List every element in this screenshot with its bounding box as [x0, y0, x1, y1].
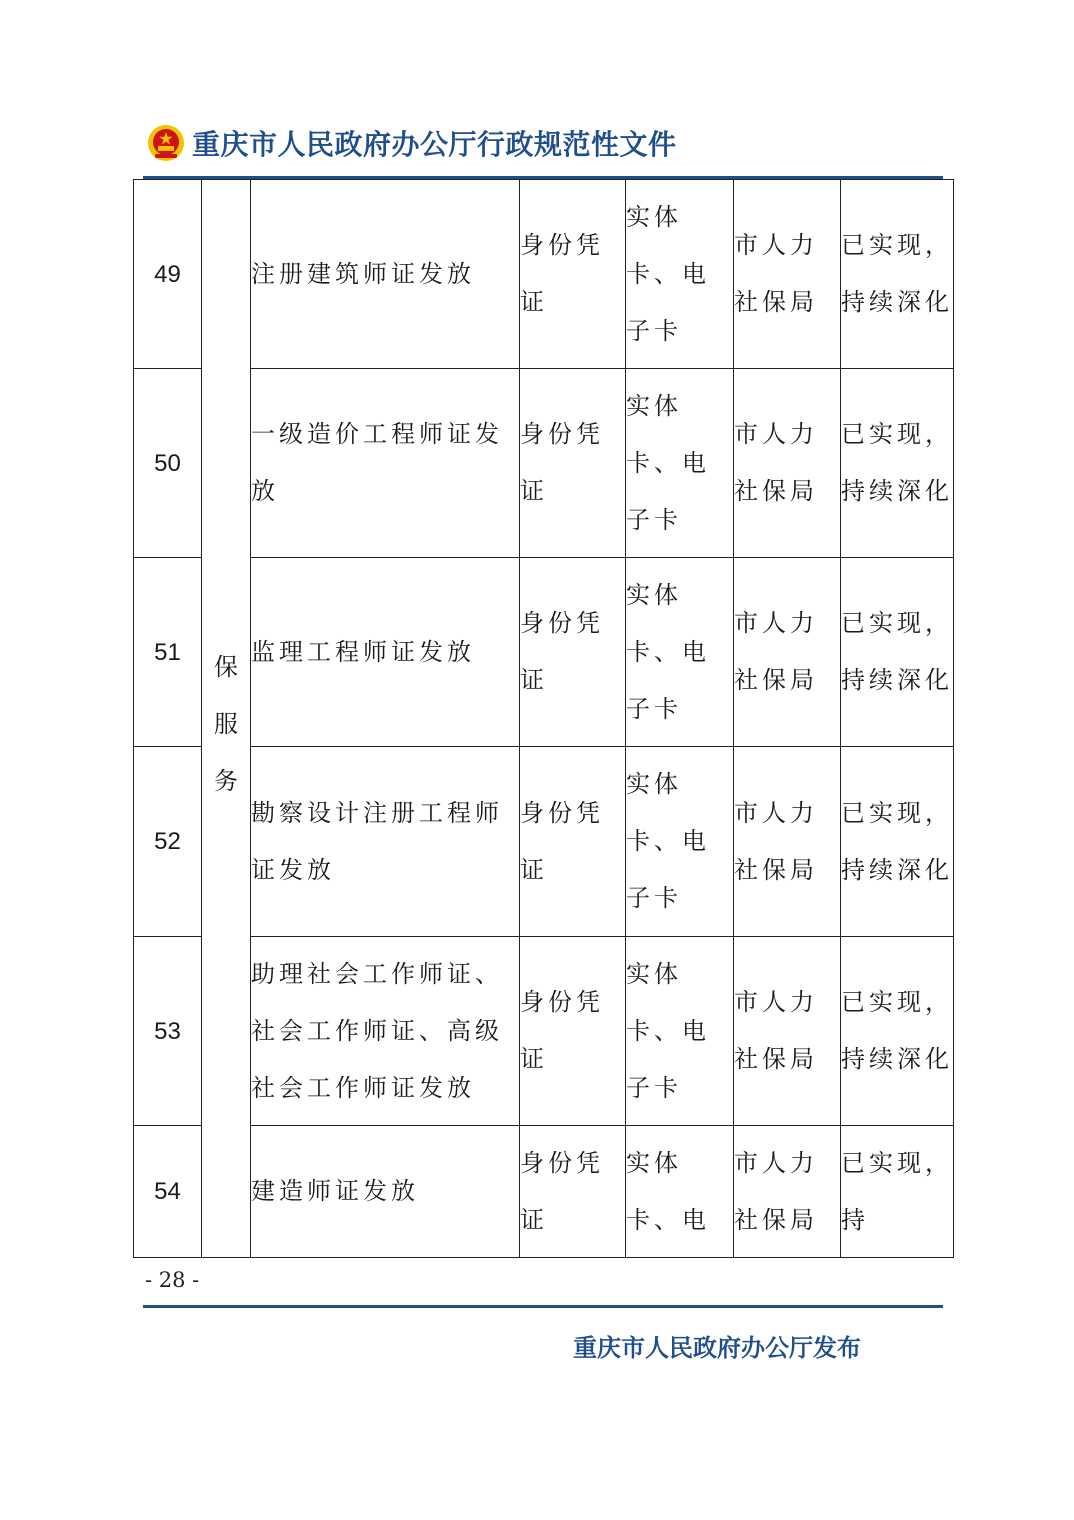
voucher: 身份凭证: [520, 558, 626, 747]
document-header: [146, 121, 677, 165]
national-emblem-icon: [146, 123, 186, 163]
department: 市人力社保局: [734, 180, 841, 369]
table-row: [134, 747, 954, 937]
department: 市人力社保局: [734, 937, 841, 1126]
department: 市人力社保局: [734, 558, 841, 747]
table-row: [134, 558, 954, 747]
table-row: [134, 180, 954, 369]
status: 已实现，持续深化: [841, 369, 954, 558]
status: 已实现，持续深化: [841, 747, 954, 937]
card-type: 实体卡、电子卡: [626, 180, 734, 369]
voucher: 身份凭证: [520, 747, 626, 937]
row-number: 52: [134, 747, 202, 937]
status: 已实现，持续深化: [841, 558, 954, 747]
category-cell: [202, 180, 251, 1258]
row-number: 51: [134, 558, 202, 747]
status: 已实现，持: [841, 1126, 954, 1258]
table-row: [134, 369, 954, 558]
row-number: 49: [134, 180, 202, 369]
page-number: - 28 -: [145, 1268, 200, 1292]
item-name: 勘察设计注册工程师证发放: [251, 747, 520, 937]
card-type: 实体卡、电子卡: [626, 369, 734, 558]
card-type: 实体卡、电: [626, 1126, 734, 1258]
status: 已实现，持续深化: [841, 180, 954, 369]
row-number: 50: [134, 369, 202, 558]
card-type: 实体卡、电子卡: [626, 937, 734, 1126]
voucher: 身份凭证: [520, 180, 626, 369]
department: 市人力社保局: [734, 369, 841, 558]
item-name: 建造师证发放: [251, 1126, 520, 1258]
publisher-label: 重庆市人民政府办公厅发布: [573, 1333, 861, 1362]
department: 市人力社保局: [734, 747, 841, 937]
header-title: 重庆市人民政府办公厅行政规范性文件: [192, 128, 677, 161]
card-type: 实体卡、电子卡: [626, 558, 734, 747]
row-number: 53: [134, 937, 202, 1126]
service-table: [133, 179, 954, 1258]
item-name: 监理工程师证发放: [251, 558, 520, 747]
voucher: 身份凭证: [520, 369, 626, 558]
voucher: 身份凭证: [520, 1126, 626, 1258]
category-label: 保服务: [214, 653, 238, 795]
table-row: [134, 937, 954, 1126]
item-name: 一级造价工程师证发放: [251, 369, 520, 558]
footer-rule: [143, 1305, 943, 1308]
status: 已实现，持续深化: [841, 937, 954, 1126]
row-number: 54: [134, 1126, 202, 1258]
card-type: 实体卡、电子卡: [626, 747, 734, 937]
table-row: [134, 1126, 954, 1258]
voucher: 身份凭证: [520, 937, 626, 1126]
department: 市人力社保局: [734, 1126, 841, 1258]
item-name: 助理社会工作师证、社会工作师证、高级社会工作师证发放: [251, 937, 520, 1126]
item-name: 注册建筑师证发放: [251, 180, 520, 369]
